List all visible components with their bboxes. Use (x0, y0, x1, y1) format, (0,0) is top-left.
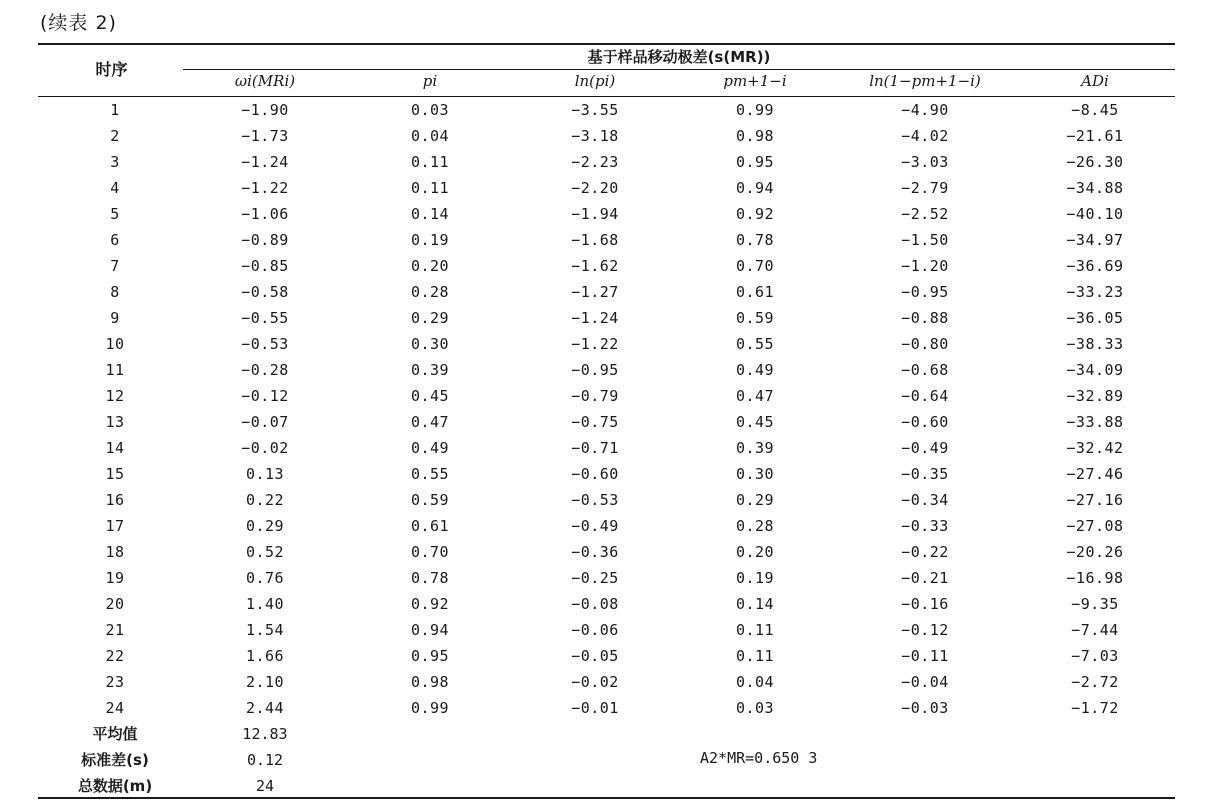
table-cell: 0.61 (410, 517, 450, 535)
table-row (0, 305, 1219, 331)
table-cell: −2.72 (1071, 673, 1119, 691)
table-cell: 0.94 (735, 179, 775, 197)
table-cell: −2.20 (571, 179, 619, 197)
table-cell: 0.94 (410, 621, 450, 639)
table-cell: −0.60 (901, 413, 949, 431)
table-cell: 0.29 (410, 309, 450, 327)
table-row (0, 227, 1219, 253)
group-rule (183, 69, 1175, 70)
table-cell: 0.20 (735, 543, 775, 561)
table-cell: 3 (110, 153, 120, 171)
table-cell: 0.78 (735, 231, 775, 249)
table-cell: −1.06 (241, 205, 289, 223)
table-row (0, 383, 1219, 409)
table-cell: −1.72 (1071, 699, 1119, 717)
table-cell: −1.73 (241, 127, 289, 145)
table-cell: 0.99 (735, 101, 775, 119)
table-row (0, 461, 1219, 487)
table-cell: 0.19 (735, 569, 775, 587)
table-cell: −20.26 (1066, 543, 1124, 561)
table-cell: 0.78 (410, 569, 450, 587)
column-header-3: ln(pi) (574, 72, 616, 90)
header-time-order: 时序 (95, 60, 128, 79)
table-cell: −1.94 (571, 205, 619, 223)
anderson-darling-statistic: A2*MR=0.650 3 (700, 749, 818, 767)
table-cell: 2 (110, 127, 120, 145)
table-cell: 0.03 (735, 699, 775, 717)
table-cell: −0.68 (901, 361, 949, 379)
table-cell: 0.11 (735, 647, 775, 665)
table-row (0, 331, 1219, 357)
table-cell: 20 (105, 595, 125, 613)
table-row (0, 149, 1219, 175)
table-cell: 6 (110, 231, 120, 249)
table-cell: 0.03 (410, 101, 450, 119)
table-cell: 0.70 (735, 257, 775, 275)
table-cell: −0.02 (241, 439, 289, 457)
table-cell: −32.89 (1066, 387, 1124, 405)
table-cell: −0.03 (901, 699, 949, 717)
table-cell: −7.44 (1071, 621, 1119, 639)
table-cell: 1 (110, 101, 120, 119)
table-cell: −1.50 (901, 231, 949, 249)
table-cell: 7 (110, 257, 120, 275)
table-row (0, 487, 1219, 513)
table-row (0, 669, 1219, 695)
header-group-moving-range: 基于样品移动极差(s(MR)) (587, 48, 771, 66)
table-cell: −0.95 (571, 361, 619, 379)
column-header-4: pm+1−i (723, 72, 787, 90)
table-cell: −0.60 (571, 465, 619, 483)
summary-value: 12.83 (242, 725, 288, 743)
table-cell: −0.16 (901, 595, 949, 613)
table-cell: 15 (105, 465, 125, 483)
table-cell: 0.52 (245, 543, 285, 561)
table-cell: −1.27 (571, 283, 619, 301)
table-cell: −0.71 (571, 439, 619, 457)
table-cell: 0.76 (245, 569, 285, 587)
table-cell: 16 (105, 491, 125, 509)
table-cell: 0.47 (410, 413, 450, 431)
table-cell: 0.11 (735, 621, 775, 639)
table-cell: 18 (105, 543, 125, 561)
table-cell: 0.59 (410, 491, 450, 509)
table-cell: −1.22 (241, 179, 289, 197)
table-cell: −1.68 (571, 231, 619, 249)
table-cell: −0.55 (241, 309, 289, 327)
table-cell: −0.95 (901, 283, 949, 301)
table-cell: −9.35 (1071, 595, 1119, 613)
table-cell: −0.64 (901, 387, 949, 405)
table-cell: −0.36 (571, 543, 619, 561)
table-row (0, 695, 1219, 721)
table-cell: 0.59 (735, 309, 775, 327)
table-cell: −36.05 (1066, 309, 1124, 327)
column-header-1: ωi(MRi) (234, 72, 296, 90)
table-cell: −33.88 (1066, 413, 1124, 431)
table-cell: 0.92 (735, 205, 775, 223)
table-cell: −7.03 (1071, 647, 1119, 665)
table-cell: −0.75 (571, 413, 619, 431)
table-cell: 0.49 (410, 439, 450, 457)
table-cell: −1.24 (241, 153, 289, 171)
table-row (0, 513, 1219, 539)
table-cell: 0.98 (410, 673, 450, 691)
column-header-2: pi (422, 72, 438, 90)
table-cell: −2.23 (571, 153, 619, 171)
table-cell: 0.11 (410, 153, 450, 171)
table-cell: −34.88 (1066, 179, 1124, 197)
table-cell: −27.16 (1066, 491, 1124, 509)
table-cell: 0.30 (410, 335, 450, 353)
table-cell: 0.14 (410, 205, 450, 223)
table-cell: 0.11 (410, 179, 450, 197)
table-cell: 11 (105, 361, 125, 379)
table-cell: −1.90 (241, 101, 289, 119)
table-row (0, 201, 1219, 227)
table-cell: −8.45 (1071, 101, 1119, 119)
table-cell: −0.58 (241, 283, 289, 301)
table-cell: −0.05 (571, 647, 619, 665)
table-cell: 0.04 (410, 127, 450, 145)
table-cell: 23 (105, 673, 125, 691)
table-cell: 0.29 (245, 517, 285, 535)
table-cell: −4.90 (901, 101, 949, 119)
table-cell: −16.98 (1066, 569, 1124, 587)
table-cell: −1.20 (901, 257, 949, 275)
table-row (0, 643, 1219, 669)
table-row (0, 409, 1219, 435)
table-cell: −0.53 (571, 491, 619, 509)
table-cell: −4.02 (901, 127, 949, 145)
table-cell: 0.04 (735, 673, 775, 691)
table-cell: 9 (110, 309, 120, 327)
table-row (0, 253, 1219, 279)
table-cell: −0.01 (571, 699, 619, 717)
table-cell: 0.30 (735, 465, 775, 483)
summary-label: 平均值 (92, 725, 138, 743)
table-cell: −27.08 (1066, 517, 1124, 535)
table-cell: −32.42 (1066, 439, 1124, 457)
table-cell: −0.04 (901, 673, 949, 691)
table-cell: 1.40 (245, 595, 285, 613)
table-row (0, 565, 1219, 591)
table-cell: −36.69 (1066, 257, 1124, 275)
table-cell: 2.10 (245, 673, 285, 691)
table-cell: −0.06 (571, 621, 619, 639)
table-row (0, 97, 1219, 123)
table-cell: 0.22 (245, 491, 285, 509)
table-caption: (续表 2) (40, 12, 117, 34)
table-cell: −0.35 (901, 465, 949, 483)
table-cell: 0.45 (735, 413, 775, 431)
table-cell: 17 (105, 517, 125, 535)
table-cell: 19 (105, 569, 125, 587)
table-cell: −0.08 (571, 595, 619, 613)
table-cell: 0.28 (735, 517, 775, 535)
table-row (0, 279, 1219, 305)
table-cell: −0.49 (571, 517, 619, 535)
table-cell: −0.33 (901, 517, 949, 535)
table-cell: −34.09 (1066, 361, 1124, 379)
table-cell: −0.89 (241, 231, 289, 249)
table-cell: 0.29 (735, 491, 775, 509)
table-row (0, 123, 1219, 149)
table-row (0, 591, 1219, 617)
table-cell: −3.55 (571, 101, 619, 119)
table-cell: 4 (110, 179, 120, 197)
summary-label: 标准差(s) (81, 751, 149, 769)
table-cell: −38.33 (1066, 335, 1124, 353)
table-cell: 0.39 (410, 361, 450, 379)
table-cell: −0.22 (901, 543, 949, 561)
table-cell: 0.13 (245, 465, 285, 483)
table-row (0, 539, 1219, 565)
table-cell: 0.99 (410, 699, 450, 717)
summary-label: 总数据(m) (77, 777, 153, 795)
table-row (0, 617, 1219, 643)
table-cell: −33.23 (1066, 283, 1124, 301)
table-row (0, 175, 1219, 201)
table-cell: −0.80 (901, 335, 949, 353)
table-cell: 0.39 (735, 439, 775, 457)
summary-value: 0.12 (246, 751, 284, 769)
table-cell: −0.85 (241, 257, 289, 275)
table-cell: 0.92 (410, 595, 450, 613)
table-cell: −1.24 (571, 309, 619, 327)
table-cell: −0.12 (241, 387, 289, 405)
column-header-5: ln(1−pm+1−i) (869, 72, 981, 90)
table-cell: 0.95 (735, 153, 775, 171)
table-cell: −40.10 (1066, 205, 1124, 223)
table-cell: 13 (105, 413, 125, 431)
table-cell: 0.45 (410, 387, 450, 405)
table-cell: 1.66 (245, 647, 285, 665)
table-cell: 5 (110, 205, 120, 223)
table-cell: −0.21 (901, 569, 949, 587)
table-cell: 2.44 (245, 699, 285, 717)
summary-value: 24 (255, 777, 275, 795)
table-cell: 0.98 (735, 127, 775, 145)
table-cell: −34.97 (1066, 231, 1124, 249)
table-cell: 0.19 (410, 231, 450, 249)
table-cell: 0.55 (410, 465, 450, 483)
table-cell: −0.07 (241, 413, 289, 431)
table-cell: 0.28 (410, 283, 450, 301)
table-cell: 12 (105, 387, 125, 405)
table-cell: −3.18 (571, 127, 619, 145)
table-cell: 14 (105, 439, 125, 457)
table-cell: −26.30 (1066, 153, 1124, 171)
top-rule (38, 43, 1175, 45)
table-cell: −0.88 (901, 309, 949, 327)
table-cell: 0.70 (410, 543, 450, 561)
table-cell: 24 (105, 699, 125, 717)
table-cell: −2.52 (901, 205, 949, 223)
table-cell: 0.49 (735, 361, 775, 379)
table-cell: −27.46 (1066, 465, 1124, 483)
table-cell: 0.14 (735, 595, 775, 613)
table-cell: −0.53 (241, 335, 289, 353)
table-cell: −21.61 (1066, 127, 1124, 145)
table-cell: 0.55 (735, 335, 775, 353)
table-cell: 1.54 (245, 621, 285, 639)
table-cell: 0.20 (410, 257, 450, 275)
table-cell: 8 (110, 283, 120, 301)
table-cell: −0.12 (901, 621, 949, 639)
table-cell: −0.25 (571, 569, 619, 587)
table-cell: −0.11 (901, 647, 949, 665)
table-cell: −0.34 (901, 491, 949, 509)
table-cell: 0.47 (735, 387, 775, 405)
table-cell: −0.79 (571, 387, 619, 405)
table-cell: −1.22 (571, 335, 619, 353)
table-row (0, 357, 1219, 383)
table-cell: 22 (105, 647, 125, 665)
table-row (0, 435, 1219, 461)
table-cell: 10 (105, 335, 125, 353)
table-cell: −3.03 (901, 153, 949, 171)
table-cell: 0.95 (410, 647, 450, 665)
table-cell: 0.61 (735, 283, 775, 301)
column-header-6: ADi (1081, 72, 1109, 90)
table-cell: −0.02 (571, 673, 619, 691)
table-cell: −1.62 (571, 257, 619, 275)
table-cell: −0.28 (241, 361, 289, 379)
table-cell: 21 (105, 621, 125, 639)
table-cell: −0.49 (901, 439, 949, 457)
table-cell: −2.79 (901, 179, 949, 197)
